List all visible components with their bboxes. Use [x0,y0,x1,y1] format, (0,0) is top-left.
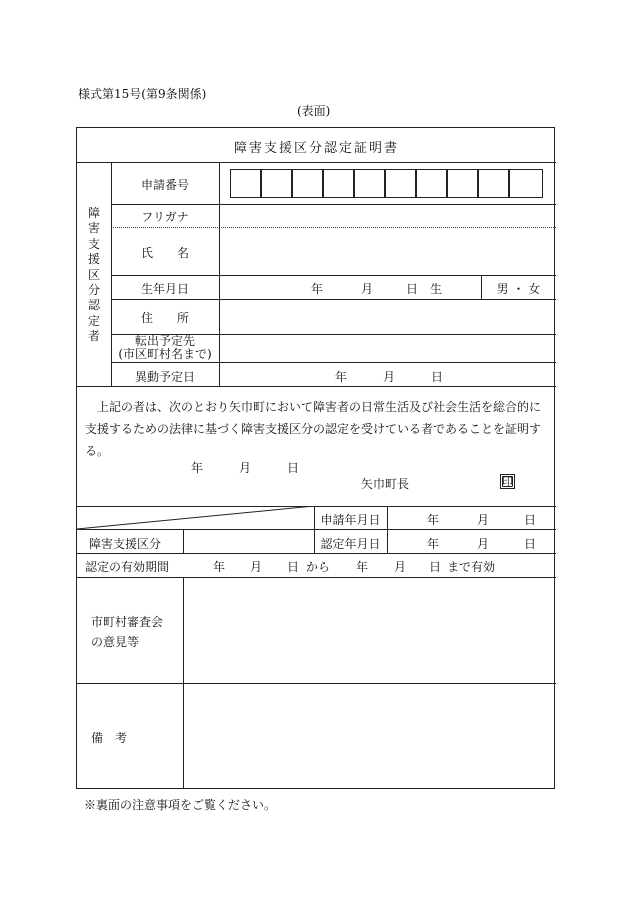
certification-date-year: 年 [427,537,440,551]
application-number-digit[interactable] [509,169,543,198]
application-date-year: 年 [427,513,440,527]
label-change-date: 異動予定日 [134,370,195,384]
application-number-digit[interactable] [385,169,416,198]
rule-validity [77,577,556,578]
validity-end-year: 年 [356,560,369,574]
label-certification-date: 認定年月日 [320,537,381,551]
application-date-day: 日 [524,513,537,527]
validity-start-year: 年 [213,560,226,574]
rule-bottom-divider [183,577,184,789]
rule-name [111,275,556,276]
label-support-class: 障害支援区分 [89,537,162,551]
certification-date-month: 月 [477,537,490,551]
application-number-digit[interactable] [323,169,354,198]
label-address: 住 所 [140,311,189,325]
rule-title [77,162,556,163]
side-label: (表面) [297,104,331,118]
application-number-digit[interactable] [292,169,323,198]
application-number-digit[interactable] [447,169,478,198]
certification-date-day: 日 [524,537,537,551]
diagonal-line [77,506,314,529]
application-number-digit[interactable] [261,169,292,198]
label-furigana: フリガナ [141,210,189,224]
application-number-digit[interactable] [478,169,509,198]
form-number: 様式第15号(第9条関係) [78,87,207,101]
application-number-digit[interactable] [230,169,261,198]
change-year: 年 [335,370,348,384]
rule-transfer [111,362,556,363]
label-name: 氏 名 [140,246,189,260]
label-validity-period: 認定の有効期間 [85,560,170,574]
issuer-name: 矢巾町長 [361,477,410,491]
rule-change-date [77,386,556,387]
subject-group-label: 障 害 支 援 区 分 認 定 者 [87,206,100,344]
application-number-digit[interactable] [416,169,447,198]
birth-day: 日 生 [406,282,443,296]
validity-end-month: 月 [394,560,407,574]
certification-statement: 上記の者は、次のとおり矢巾町において障害者の日常生活及び社会生活を総合的に支援するための法律に基づく障害支援区分の認定を受けている者であることを証明する。 [85,400,542,458]
footer-note: ※裏面の注意事項をご覧ください。 [84,798,277,812]
form-title: 障害支援区分認定証明書 [233,141,399,156]
rule-date-label-right [387,506,388,553]
gender-choice[interactable]: 男 ・ 女 [496,282,541,296]
certificate-form [76,127,555,789]
validity-until: まで有効 [447,560,496,574]
change-month: 月 [383,370,396,384]
validity-start-day: 日 [287,560,300,574]
issue-month: 月 [239,461,252,475]
rule-label-divider [219,162,220,386]
rule-furigana [111,227,556,228]
rule-application-date [77,529,556,530]
label-birthdate: 生年月日 [140,282,189,296]
change-day: 日 [431,370,444,384]
rule-support-class [77,553,556,554]
validity-start-month: 月 [250,560,263,574]
birth-year: 年 [311,282,324,296]
label-committee-line1: 市町村審査会 [91,615,164,629]
label-transfer-line1: 転出予定先 [134,334,195,348]
label-remarks: 備 考 [91,731,128,745]
rule-birthdate [111,299,556,300]
validity-from: から [306,560,331,574]
rule-committee [77,683,556,684]
application-number-digit[interactable] [354,169,385,198]
rule-app-number [111,204,556,205]
issue-year: 年 [191,461,204,475]
validity-end-day: 日 [429,560,442,574]
birth-month: 月 [361,282,374,296]
label-transfer-line2: (市区町村名まで) [118,347,212,361]
rule-support-class-divider [183,529,184,553]
label-committee-line2: の意見等 [91,635,140,649]
issue-day: 日 [287,461,300,475]
label-application-number: 申請番号 [140,178,189,192]
application-date-month: 月 [477,513,490,527]
label-application-date: 申請年月日 [320,513,381,527]
seal-icon: 印 [502,475,513,488]
